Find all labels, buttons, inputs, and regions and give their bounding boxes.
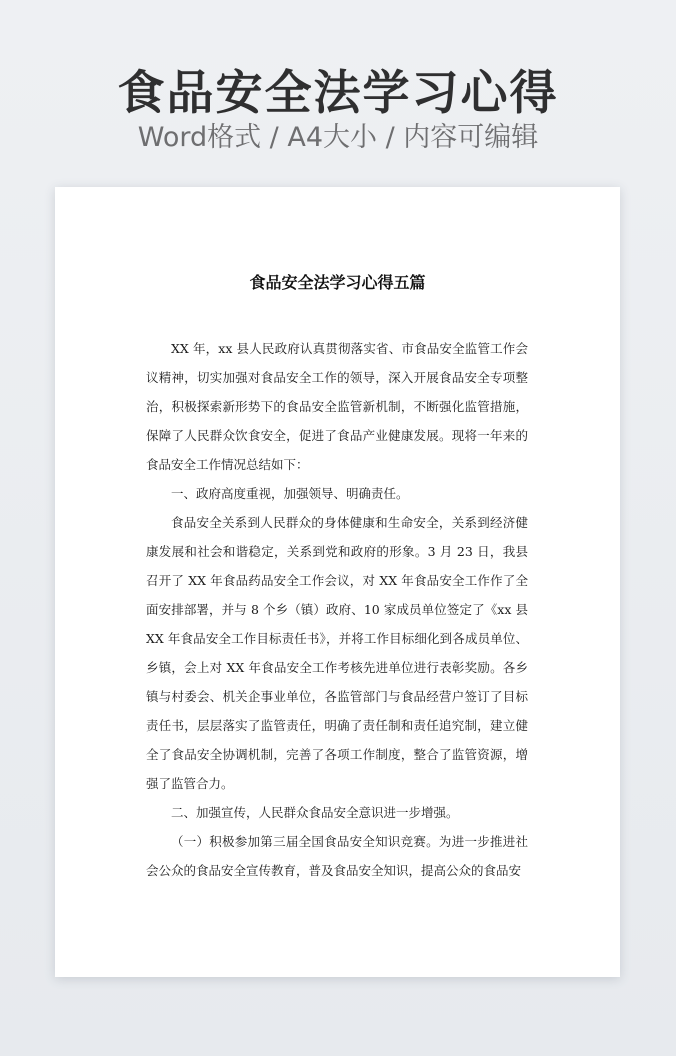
section-heading-1: 一、政府高度重视，加强领导、明确责任。 xyxy=(171,486,409,501)
paragraph-intro: XX 年，xx 县人民政府认真贯彻落实省、市食品安全监管工作会议精神，切实加强对食品安全工作的领导，深入开展食品安全专项整治，积极探索新形势下的食品安全监管新机制，不断强化监管措施，保障了人民群众饮食安全，促进了食品产业健康发展。现将一年来的食品安全工作情况总结如下： xyxy=(146,341,528,472)
document-title: 食品安全法学习心得五篇 xyxy=(249,273,426,292)
banner-subtitle: Word格式 / A4大小 / 内容可编辑 xyxy=(137,122,539,153)
section-heading-2: 二、加强宣传，人民群众食品安全意识进一步增强。 xyxy=(171,805,459,820)
paragraph-section-2-1: （一）积极参加第三届全国食品安全知识竞赛。为进一步推进社会公众的食品安全宣传教育，普及食品安全知识，提高公众的食品安 xyxy=(146,834,528,878)
document-page xyxy=(55,187,620,977)
document-body xyxy=(146,334,528,885)
paragraph-section-1: 食品安全关系到人民群众的身体健康和生命安全，关系到经济健康发展和社会和谐稳定，关系到党和政府的形象。3 月 23 日，我县召开了 XX 年食品药品安全工作会议，对 XX 年食品安全工作作了全面安排部署，并与 8 个乡（镇）政府、10 家成员单位签定了《xx 县 XX 年食品安全工作目标责任书》，并将工作目标细化到各成员单位、乡镇，会上对 XX 年食品安全工作考核先进单位进行表彰奖励。各乡镇与村委会、机关企事业单位，各监管部门与食品经营户签订了目标责任书，层层落实了监管责任，明确了责任制和责任追究制，建立健全了食品安全协调机制，完善了各项工作制度，整合了监管资源，增强了监管合力。 xyxy=(146,515,528,791)
banner-title: 食品安全法学习心得 xyxy=(117,66,559,121)
